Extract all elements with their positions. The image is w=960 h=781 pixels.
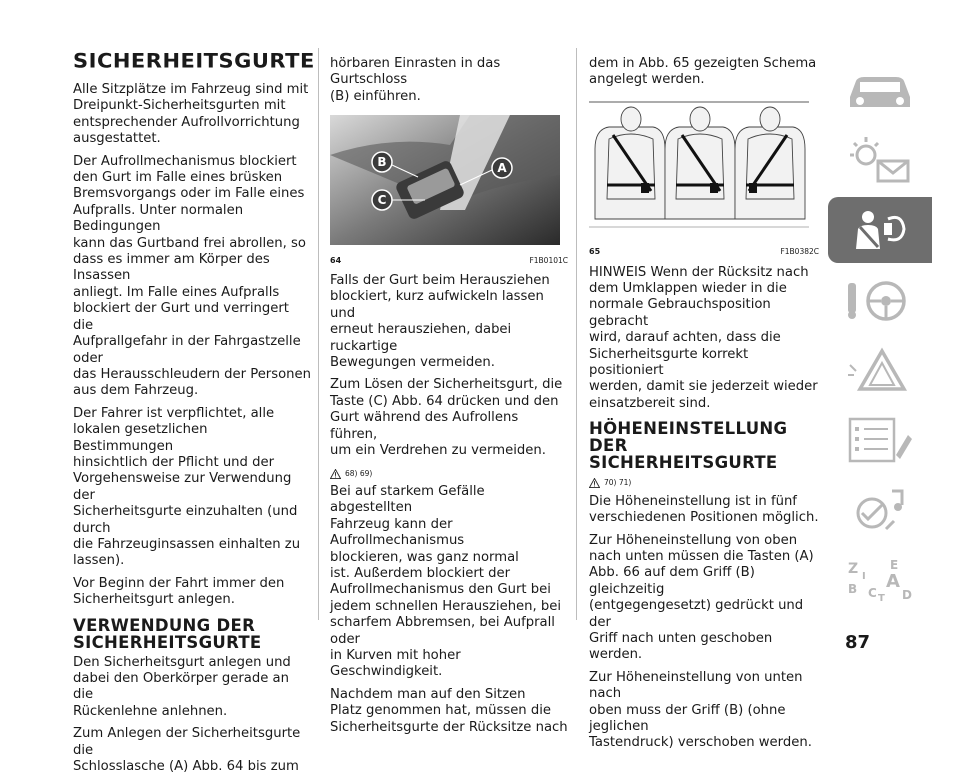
index-letters-icon — [842, 555, 918, 605]
paragraph: Nachdem man auf den Sitzen Platz genommen hat, müssen die Sicherheitsgurte der Rücksitze nach — [330, 686, 568, 735]
tab-technical-data[interactable] — [828, 477, 932, 543]
paragraph: Alle Sitzplätze im Fahrzeug sind mit Dreipunkt-Sicherheitsgurten mit entsprechender Aufrollvorrichtung ausgestattet. — [73, 82, 309, 147]
paragraph: Falls der Gurt beim Herausziehen blockiert, kurz aufwickeln lassen und erneut herausziehen, dabei ruckartige Bewegungen vermeiden. — [330, 273, 550, 371]
maintenance-list-icon — [842, 415, 918, 465]
figure-caption — [589, 244, 819, 260]
page-number: 87 — [845, 632, 871, 653]
figure-number: 65 — [589, 247, 601, 257]
figure-64 — [330, 115, 568, 269]
column-2 — [330, 56, 568, 742]
chapter-tabs — [828, 57, 932, 617]
warning-triangle-icon — [330, 469, 341, 479]
paragraph: Zum Anlegen der Sicherheitsgurte die Schlosslasche (A) Abb. 64 bis zum — [73, 726, 301, 775]
svg-text:D: D — [902, 588, 912, 602]
paragraph: hörbaren Einrasten in das Gurtschloss (B) einführen. — [330, 56, 501, 104]
paragraph: Der Fahrer ist verpflichtet, alle lokalen gesetzlichen Bestimmungen hinsichtlich der Pflicht und der Vorgehensweise zur Verwendung der Sicherheitsgurte einzuhalten (und durch die Fahrzeuginsassen einhalten zu lassen). — [73, 405, 301, 569]
seatbelt-buckle-photo — [330, 115, 560, 245]
svg-text:Z: Z — [848, 561, 859, 577]
figure-label-a: A — [497, 161, 507, 176]
svg-text:C: C — [868, 586, 877, 600]
paragraph: Die Höheneinstellung ist in fünf verschiedenen Positionen möglich. — [589, 493, 819, 526]
section-heading: HÖHENEINSTELLUNG DER SICHERHEITSGURTE — [589, 419, 788, 473]
svg-text:E: E — [890, 558, 899, 572]
column-1 — [73, 82, 311, 781]
column-divider — [318, 48, 319, 620]
multimedia-icon — [842, 485, 918, 535]
section-title: SICHERHEITSGURTE — [73, 49, 315, 73]
tab-warning-lights[interactable] — [828, 127, 932, 193]
warning-references: 68) 69) — [330, 466, 568, 482]
column-divider — [576, 48, 577, 620]
tab-starting-driving[interactable] — [828, 267, 932, 333]
paragraph: HINWEIS Wenn der Rücksitz nach dem Umklappen wieder in die normale Gebrauchsposition gebracht wird, darauf achten, dass die Sicherheitsgurte korrekt positioniert werden, damit sie jederzeit wieder einsatzbereit sind. — [589, 264, 818, 411]
warning-lights-icon — [842, 135, 918, 185]
figure-label-c: C — [377, 193, 387, 208]
tab-safety[interactable] — [828, 197, 932, 263]
svg-text:A: A — [886, 571, 900, 592]
paragraph: Zur Höheneinstellung von unten nach oben muss der Griff (B) (ohne jeglichen Tastendruck) verschoben werden. — [589, 669, 812, 751]
column-3 — [589, 56, 819, 758]
figure-caption — [330, 253, 568, 269]
warning-triangle-icon — [589, 478, 600, 488]
figure-code: F1B0101C — [529, 255, 568, 265]
seatbelt-airbag-icon — [842, 205, 918, 255]
svg-text:I: I — [862, 571, 866, 582]
paragraph: Zur Höheneinstellung von oben nach unten müssen die Tasten (A) Abb. 66 auf dem Griff (B) gleichzeitig (entgegengesetzt) gedrückt und der Griff nach unten geschoben werden. — [589, 532, 814, 663]
tab-emergency[interactable] — [828, 337, 932, 403]
car-icon — [842, 65, 918, 115]
section-heading: VERWENDUNG DER SICHERHEITSGURTE — [73, 615, 262, 652]
paragraph: dem in Abb. 65 gezeigten Schema angelegt werden. — [589, 56, 817, 88]
paragraph: Bei auf starkem Gefälle abgestellten Fahrzeug kann der Aufrollmechanismus blockieren, was ganz normal ist. Außerdem blockiert der Aufrollmechanismus den Gurt bei jedem schnellen Herausziehen, bei scharfem Abbremsen, bei Aufprall oder in Kurven mit hoher Geschwindigkeit. — [330, 483, 562, 680]
paragraph: Vor Beginn der Fahrt immer den Sicherheitsgurt anlegen. — [73, 575, 285, 608]
svg-text:T: T — [878, 593, 885, 604]
figure-label-b: B — [377, 155, 387, 170]
tab-index[interactable] — [828, 547, 932, 613]
paragraph: Der Aufrollmechanismus blockiert den Gurt im Falle eines brüsken Bremsvorgangs oder im Falle eines Aufpralls. Unter normalen Bedingungen kann das Gurtband frei abrollen, so dass es immer am Körper des Insassen anliegt. Im Falle eines Aufpralls blockiert der Gurt und verringert die Aufprallgefahr in der Fahrgastzelle oder das Herausschleudern der Personen aus dem Fahrzeug. — [73, 153, 311, 399]
paragraph: Den Sicherheitsgurt anlegen und dabei den Oberkörper gerade an die Rückenlehne anlehnen. — [73, 654, 291, 719]
rear-seatbelt-diagram — [589, 99, 809, 237]
figure-code: F1B0382C — [780, 247, 819, 257]
paragraph: Zum Lösen der Sicherheitsgurt, die Taste (C) Abb. 64 drücken und den Gurt während des Aufrollens führen, um ein Verdrehen zu vermeiden. — [330, 377, 563, 459]
emergency-triangle-icon — [842, 345, 918, 395]
warning-references: 70) 71) — [589, 475, 819, 491]
tab-car-overview[interactable] — [828, 57, 932, 123]
steering-key-icon — [842, 275, 918, 325]
figure-65 — [589, 99, 819, 261]
svg-text:B: B — [848, 582, 858, 596]
figure-number: 64 — [330, 255, 342, 265]
tab-maintenance[interactable] — [828, 407, 932, 473]
